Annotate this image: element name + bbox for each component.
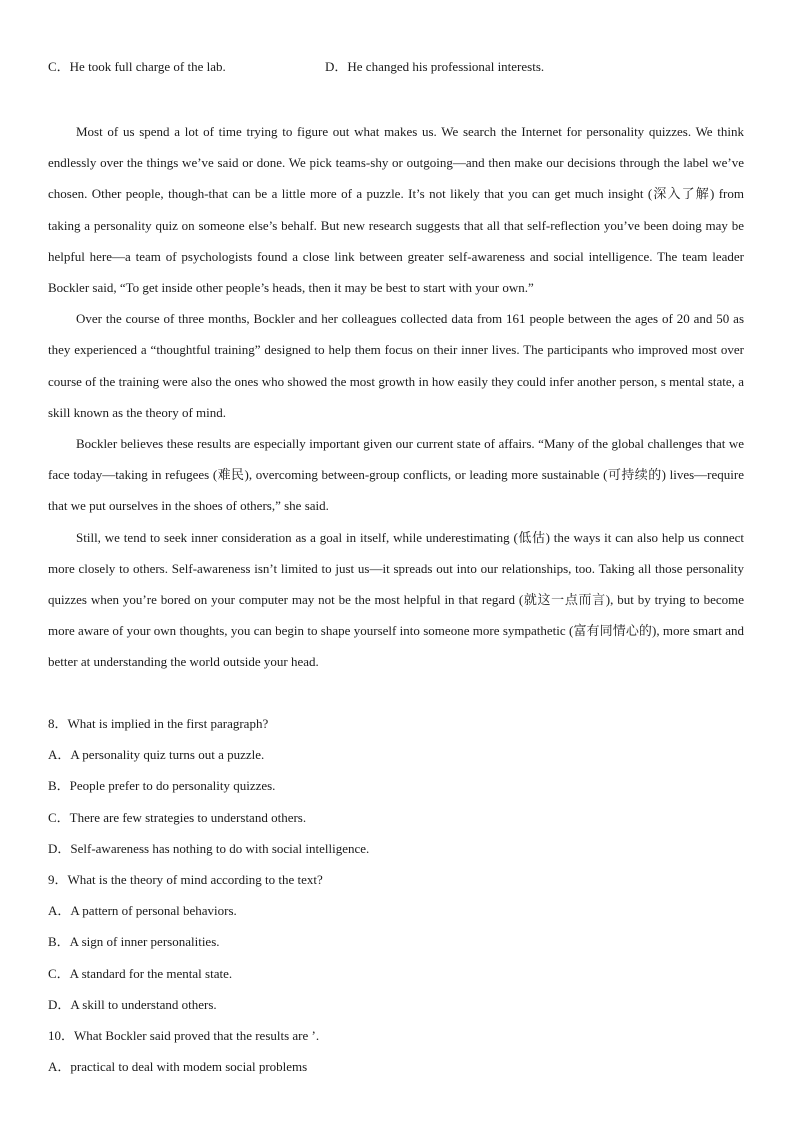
reading-passage (48, 116, 744, 678)
question-9-option-c: C．A standard for the mental state. (48, 965, 233, 981)
question-8-option-d: D．Self-awareness has nothing to do with social intelligence. (48, 840, 370, 856)
question-9-stem: 9．What is the theory of mind according to the text? (48, 871, 323, 887)
option-d: D．He changed his professional interests. (325, 59, 545, 74)
passage-paragraph-1: Most of us spend a lot of time trying to figure out what makes us. We search the Internet for personality quizzes. We think endlessly over the things we’ve said or done. We pick teams-shy or outgoing—and then make our decisions through the label we’ve chosen. Other people, though-that can be a little more of a puzzle. It’s not likely that you can get much insight (深入了解) from taking a personality quiz on someone else’s behalf. But new research suggests that all that self-reflection you’ve been doing may be helpful here—a team of psychologists found a close link between greater self-awareness and social intelligence. The team leader Bockler said, “To get inside other people’s heads, then it may be best to start with your own.” (48, 124, 744, 296)
question-list (48, 708, 744, 1082)
question-8-option-c: C．There are few strategies to understand others. (48, 809, 307, 825)
option-c: C．He took full charge of the lab. (48, 59, 226, 74)
question-9-option-a: A．A pattern of personal behaviors. (48, 903, 237, 919)
previous-question-options (48, 56, 744, 76)
question-9-option-d: D．A skill to understand others. (48, 996, 217, 1012)
question-8-option-a: A．A personality quiz turns out a puzzle. (48, 747, 265, 763)
passage-paragraph-3: Bockler believes these results are especially important given our current state of affairs. “Many of the global challenges that we face today—taking in refugees (难民), overcoming between-group conflicts, or leading more sustainable (可持续的) lives—require that we put ourselves in the shoes of others,” she said. (48, 436, 744, 514)
question-10-stem: 10．What Bockler said proved that the results are ’. (48, 1027, 320, 1043)
question-10-option-a: A．practical to deal with modem social problems (48, 1059, 308, 1075)
passage-paragraph-4: Still, we tend to seek inner consideration as a goal in itself, while underestimating (低估) the ways it can also help us connect more closely to others. Self-awareness isn’t limited to just us—it spreads out into our relationships, too. Taking all those personality quizzes when you’re bored on your computer may not be the most helpful in that regard (就这一点而言), but by trying to become more aware of your own thoughts, you can begin to shape yourself into someone more sympathetic (富有同情心的), more smart and better at understanding the world outside your head. (48, 529, 744, 670)
question-8-option-b: B．People prefer to do personality quizzes. (48, 778, 276, 794)
question-8-stem: 8．What is implied in the first paragraph? (48, 716, 269, 731)
passage-paragraph-2: Over the course of three months, Bockler and her colleagues collected data from 161 people between the ages of 20 and 50 as they experienced a “thoughtful training” designed to help them focus on their inner lives. The participants who improved most over course of the training were also the ones who showed the most growth in how easily they could infer another person, s mental state, a skill known as the theory of mind. (48, 311, 744, 420)
question-9-option-b: B．A sign of inner personalities. (48, 934, 220, 950)
